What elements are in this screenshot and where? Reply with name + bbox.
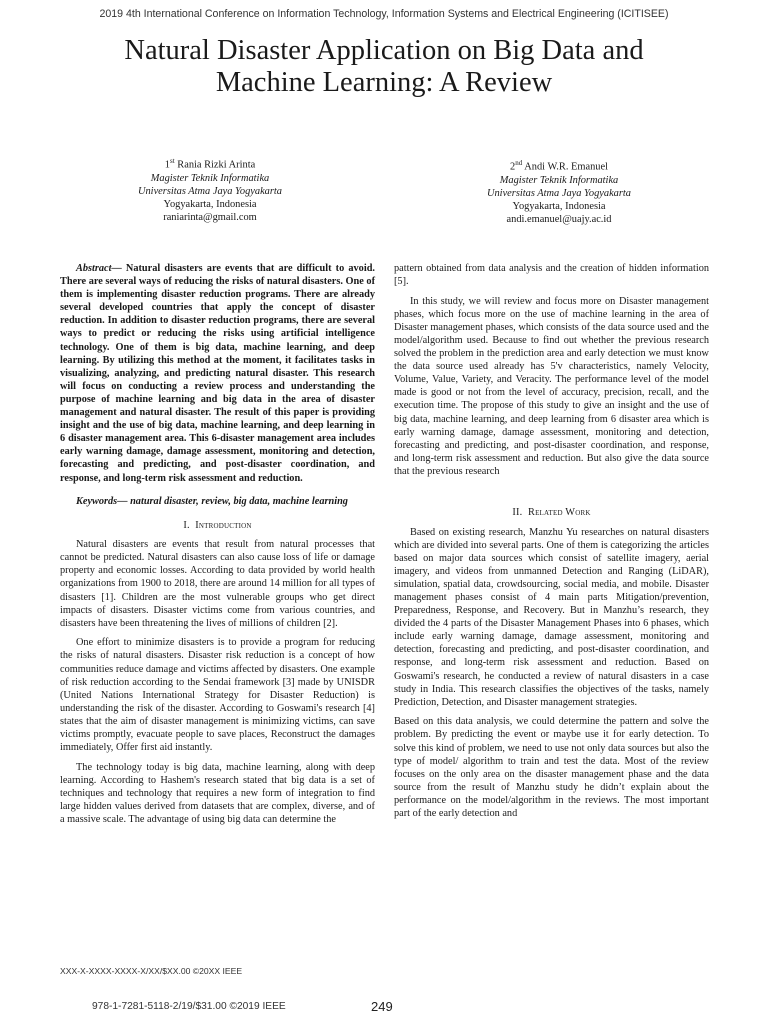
intro-paragraph-3: The technology today is big data, machine learning, along with deep learning. According to Hashem's research stated that big data is a set of techniques and technology that requires a new form of integration to find large hidden values derived from datasets that are complex, diverse, and of a massive scale. The advantage of using big data can determine the bbox=[60, 761, 375, 826]
conference-header: 2019 4th International Conference on Information Technology, Information Systems and Electrical Engineering (ICITISEE) bbox=[99, 8, 669, 20]
author-name bbox=[85, 155, 335, 172]
author-ordinal: 2 bbox=[510, 161, 516, 173]
section-heading-related-work bbox=[394, 506, 709, 519]
intro-paragraph-1: Natural disasters are events that result from natural processes that cannot be predicted. Natural disasters can also cause loss of life or damage property and economic losses. According to data provided by world health organizations from 1900 to 2018, there are around 14 million for all types of disasters [1]. Children are the most vulnerable groups who get direct impacts of disasters. Disaster victims come from various countries, and disasters have been threatening the lives of millions of children [2]. bbox=[60, 539, 375, 629]
copyright-placeholder: XXX-X-XXXX-XXXX-X/XX/$XX.00 ©20XX IEEE bbox=[60, 966, 243, 976]
author-ordinal: 1 bbox=[164, 159, 170, 171]
author-ordinal-suffix: st bbox=[170, 157, 175, 165]
keywords-label: Keywords— bbox=[76, 496, 128, 508]
section-numeral: II. bbox=[512, 507, 523, 518]
keywords-text: natural disaster, review, big data, machine learning bbox=[130, 496, 348, 508]
author-name bbox=[434, 157, 684, 174]
paper-title bbox=[40, 35, 728, 99]
abstract-label: Abstract— bbox=[76, 263, 122, 274]
author-dept: Magister Teknik Informatika bbox=[499, 174, 619, 186]
author-ordinal-suffix: nd bbox=[515, 159, 523, 167]
continuation-paragraph: pattern obtained from data analysis and the creation of hidden information [5]. bbox=[394, 263, 709, 288]
related-paragraph-2: Based on this data analysis, we could determine the pattern and solve the problem. By predicting the event or maybe use it for early detection. To solve this kind of problem, we need to use not only data sources but also the type of model/ algorithm to train and test the data. Most of the review focuses on the only area on the disaster management phase and the data source from the result of Manzhu study he didn’t explain about the performance on the model/algorithm in the reviews. The most important part of the early detection and bbox=[394, 716, 709, 819]
author-dept: Magister Teknik Informatika bbox=[150, 172, 270, 184]
section-numeral: I. bbox=[183, 519, 190, 531]
study-paragraph: In this study, we will review and focus more on Disaster management phases, which focus more on the use of machine learning in the area of Disaster management phases, which consists of the data source used and the model/algorithm used. Because to find out whether the previous research solved the problem in the prediction area and early detection we must know the data source used already has 5'v characteristics, namely Velocity, Volume, Value, Variety, and Veracity. The performance level of the model made is good or not from the level of accuracy, precision, recall, and the execution time. The propose of this study to give an insight and the use of big data, machine learning, and deep learning from 6 disaster area which is early warning damage, damage assessment, monitoring and detection, forecasting and predicting, and post-disaster coordination, and response, and long-term risk assessment and reduction. But also give the data source that the previous research bbox=[394, 295, 709, 477]
author-name-text: Andi W.R. Emanuel bbox=[524, 161, 608, 173]
author-block-2 bbox=[434, 157, 684, 226]
title-line-2: Machine Learning: A Review bbox=[215, 67, 553, 98]
abstract-text: Natural disasters are events that are difficult to avoid. There are several ways of reducing the risks of natural disasters. One of them is implementing disaster reduction programs. There are already several developed countries that apply the concept of disaster reduction. In addition to disaster reduction programs, there are several ways to predict or reducing the risks using artificial intelligence technology. One of them is big data, machine learning, and deep learning. By utilizing this method at the moment, it facilitates tasks in visualizing, analyzing, and predicting natural disaster. This research will focus on conducting a review process and understanding the purpose of machine learning and big data in the area of disaster management and natural disaster. The result of this paper is providing insight and the use of big data, machine learning, and deep learning in 6 disaster management area. This 6-disaster management area includes early warning damage, damage assessment, monitoring and detection, forecasting and predicting, and post-disaster coordination, and response, and long-term risk assessment and reduction. bbox=[60, 263, 375, 484]
right-column bbox=[394, 262, 709, 820]
page-number: 249 bbox=[371, 999, 393, 1014]
section-title: Related Work bbox=[528, 507, 591, 518]
author-block-1 bbox=[85, 155, 335, 224]
keywords bbox=[60, 495, 375, 508]
author-univ: Universitas Atma Jaya Yogyakarta bbox=[486, 187, 632, 199]
author-email: andi.emanuel@uajy.ac.id bbox=[506, 214, 612, 226]
title-line-1: Natural Disaster Application on Big Data and bbox=[124, 35, 644, 66]
left-column bbox=[60, 262, 375, 826]
section-heading-introduction bbox=[60, 519, 375, 532]
author-name-text: Rania Rizki Arinta bbox=[177, 159, 256, 171]
author-location: Yogyakarta, Indonesia bbox=[163, 199, 257, 211]
author-email: raniarinta@gmail.com bbox=[163, 212, 257, 224]
author-location: Yogyakarta, Indonesia bbox=[512, 201, 606, 213]
related-paragraph-1: Based on existing research, Manzhu Yu researches on natural disasters which are divided into several parts. One of them is categorizing the articles based on major data sources which consist of satellite imagery, aerial imagery, and videos from unmanned Detection and Ranging (LiDAR), simulation, spatial data, crowdsourcing, social media, and mobile. Disaster management phases consist of 4 main parts Mitigation/prevention, Preparedness, Response, and Recovery. But in Manzhu’s research, they divided the 4 parts of the Disaster Management Phases into 6 phases, which include early warning damage, damage assessment, monitoring and detection, forecasting and predicting, and post-disaster coordination, and response, and long-term risk assessment and reduction. Based on Goswami's research, he conducted a review of natural disasters in a case study in India. This research classifies the objectives of the tasks, namely Prediction, Detection, and Disaster management strategies. bbox=[394, 526, 709, 708]
abstract bbox=[60, 262, 375, 485]
isbn-line: 978-1-7281-5118-2/19/$31.00 ©2019 IEEE bbox=[92, 1001, 286, 1012]
section-title: Introduction bbox=[195, 519, 252, 531]
author-univ: Universitas Atma Jaya Yogyakarta bbox=[137, 185, 283, 197]
intro-paragraph-2: One effort to minimize disasters is to provide a program for reducing the risks of natural disasters. Disaster risk reduction is a concept of how communities reduce damage and victims affected by disasters. One example of risk reduction according to the Sendai framework [3] made by UNISDR (United Nations International Strategy for Disaster Reduction) is understanding the risk of the disaster. According to Goswami's research [4] states that the aim of disaster management is minimizing victims, can save victims promptly, evacuate people to save places, Reconstruct the damages immediately, Offer first aid instantly. bbox=[60, 637, 375, 754]
